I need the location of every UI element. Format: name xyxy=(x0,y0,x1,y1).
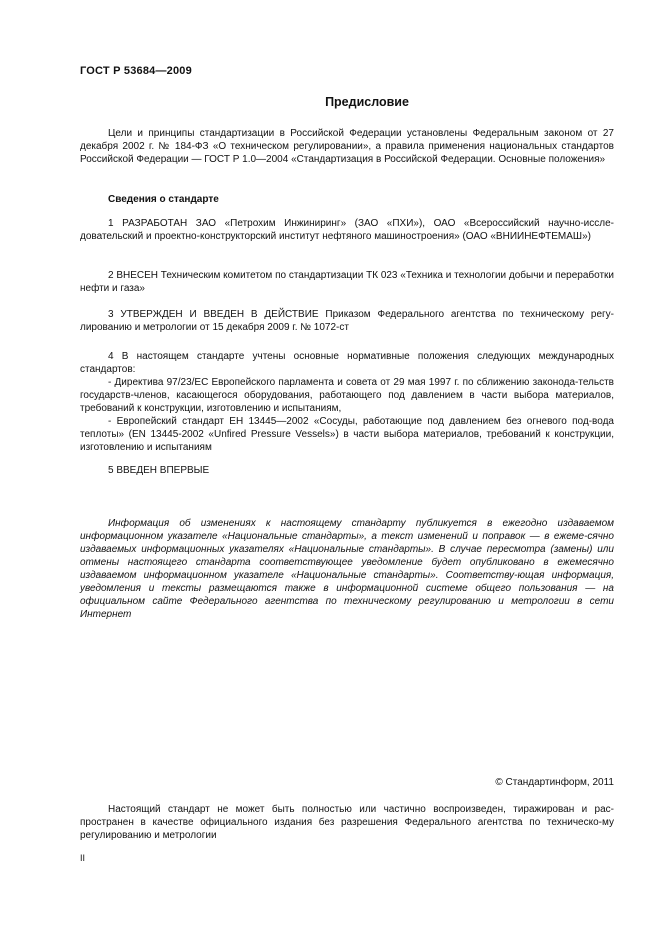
item-2: 2 ВНЕСЕН Техническим комитетом по стандартизации ТК 023 «Техника и технологии добычи и переработки нефти и газа» xyxy=(80,270,614,294)
item-3: 3 УТВЕРЖДЕН И ВВЕДЕН В ДЕЙСТВИЕ Приказом Федерального агентства по техническому регу-лированию и метрологии от 15 декабря 2009 г. № 1072-ст xyxy=(80,309,614,333)
item-4-en-standard: - Европейский стандарт ЕН 13445—2002 «Сосуды, работающие под давлением без огневого под-вода теплоты» (EN 13445-2002 «Unfired Pressure Vessels») в части выбора материалов, требований к конструкции, изготовлению и испытаниям xyxy=(80,416,614,453)
item-4-directive: - Директива 97/23/ЕС Европейского парламента и совета от 29 мая 1997 г. по сближению законода-тельств государств-членов, касающегося оборудования, работающего под давлением в части выбора материалов, требований к конструкции, изготовлению и испытаниям, xyxy=(80,377,614,414)
item-4: 4 В настоящем стандарте учтены основные нормативные положения следующих международных стандартов: xyxy=(80,351,614,375)
page-number: II xyxy=(80,853,86,863)
intro-paragraph: Цели и принципы стандартизации в Российской Федерации установлены Федеральным законом от 27 декабря 2002 г. № 184-ФЗ «О техническом регулировании», а правила применения национальных стандартов Российской Федерации — ГОСТ Р 1.0—2004 «Стандартизация в Российской Федерации. Основные положения» xyxy=(80,128,614,165)
info-heading: Сведения о стандарте xyxy=(108,194,219,205)
copyright: © Стандартинформ, 2011 xyxy=(495,777,614,788)
section-title: Предисловие xyxy=(325,95,409,109)
changes-notice: Информация об изменениях к настоящему стандарту публикуется в ежегодно издаваемом информационном указателе «Национальные стандарты», а текст изменений и поправок — в ежеме-сячно издаваемых информационных указателях «Национальные стандарты». В случае пересмотра (замены) или отмены настоящего стандарта соответствующее уведомление будет опубликовано в ежемесячно издаваемом информационном указателе «Национальные стандарты». Соответству-ющая информация, уведомления и тексты размещаются также в информационной системе общего пользования — на официальном сайте Федерального агентства по техническому регулированию и метрологии в сети Интернет xyxy=(80,518,614,620)
document-code-header: ГОСТ Р 53684—2009 xyxy=(80,65,192,77)
item-5: 5 ВВЕДЕН ВПЕРВЫЕ xyxy=(108,465,210,476)
item-1: 1 РАЗРАБОТАН ЗАО «Петрохим Инжиниринг» (ЗАО «ПХИ»), ОАО «Всероссийский научно-иссле-довательский и проектно-конструкторский институт нефтяного машиностроения» (ОАО «ВНИИНЕФТЕМАШ») xyxy=(80,218,614,242)
reproduction-notice: Настоящий стандарт не может быть полностью или частично воспроизведен, тиражирован и рас-пространен в качестве официального издания без разрешения Федерального агентства по техническо-му регулированию и метрологии xyxy=(80,804,614,841)
